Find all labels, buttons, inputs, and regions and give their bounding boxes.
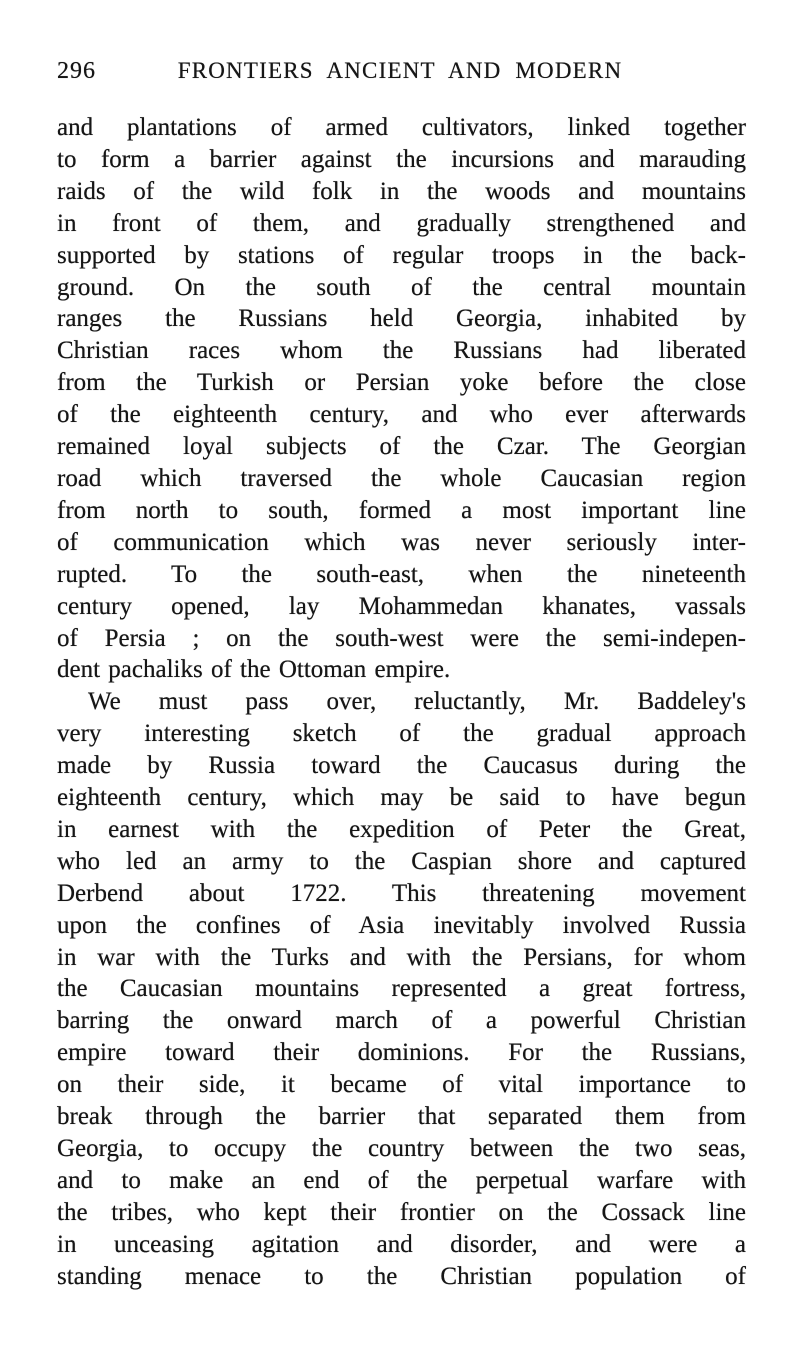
text-line: upon the confines of Asia inevitably involved Russia bbox=[57, 911, 746, 939]
paragraph-1 bbox=[57, 112, 746, 686]
text-line: from the Turkish or Persian yoke before the close bbox=[57, 369, 746, 397]
text-line: standing menace to the Christian population of bbox=[57, 1262, 746, 1290]
text-line: the tribes, who kept their frontier on the Cossack line bbox=[57, 1198, 746, 1226]
text-line: the Caucasian mountains represented a great fortress, bbox=[57, 975, 746, 1003]
text-line: from north to south, formed a most important line bbox=[57, 496, 746, 524]
text-line: barring the onward march of a powerful Christian bbox=[57, 1007, 746, 1035]
text-line: break through the barrier that separated them from bbox=[57, 1103, 746, 1131]
text-line: and plantations of armed cultivators, linked together bbox=[57, 114, 746, 141]
text-line: in unceasing agitation and disorder, and were a bbox=[57, 1230, 746, 1258]
text-line: road which traversed the whole Caucasian region bbox=[57, 464, 746, 492]
paragraph-2 bbox=[57, 686, 746, 1292]
text-line: in war with the Turks and with the Persians, for whom bbox=[57, 943, 746, 971]
text-line: in earnest with the expedition of Peter the Great, bbox=[57, 815, 746, 843]
running-title: FRONTIERS ANCIENT AND MODERN bbox=[177, 58, 623, 83]
text-line: supported by stations of regular troops in the back- bbox=[57, 241, 746, 269]
text-line: who led an army to the Caspian shore and captured bbox=[57, 847, 746, 875]
text-line: ground. On the south of the central mountain bbox=[57, 273, 746, 301]
text-line: remained loyal subjects of the Czar. The Georgian bbox=[57, 433, 746, 461]
text-line: of communication which was never seriously inter- bbox=[57, 528, 746, 556]
text-line: Georgia, to occupy the country between the two seas, bbox=[57, 1135, 746, 1162]
text-line: to form a barrier against the incursions and marauding bbox=[57, 145, 746, 173]
text-line: Christian races whom the Russians had liberated bbox=[57, 337, 746, 365]
text-line: raids of the wild folk in the woods and mountains bbox=[57, 177, 746, 205]
text-line: We must pass over, reluctantly, Mr. Baddeley's bbox=[88, 688, 746, 716]
text-line: very interesting sketch of the gradual approach bbox=[57, 720, 746, 748]
text-line: and to make an end of the perpetual warfare with bbox=[57, 1166, 746, 1194]
text-line: century opened, lay Mohammedan khanates, vassals bbox=[57, 592, 746, 620]
text-line: on their side, it became of vital importance to bbox=[57, 1071, 746, 1099]
text-line: Derbend about 1722. This threatening movement bbox=[57, 879, 746, 907]
page-number: 296 bbox=[57, 58, 96, 84]
page-body bbox=[57, 112, 746, 1293]
text-line: of Persia ; on the south-west were the semi-indepen- bbox=[57, 624, 746, 652]
text-line: rupted. To the south-east, when the nineteenth bbox=[57, 560, 746, 588]
text-line: eighteenth century, which may be said to have begun bbox=[57, 784, 746, 812]
text-line: in front of them, and gradually strengthened and bbox=[57, 209, 746, 237]
text-line: empire toward their dominions. For the Russians, bbox=[57, 1039, 746, 1067]
text-line: of the eighteenth century, and who ever afterwards bbox=[57, 401, 746, 429]
text-line: made by Russia toward the Caucasus during the bbox=[57, 752, 746, 780]
text-line: ranges the Russians held Georgia, inhabited by bbox=[57, 305, 746, 333]
page-header bbox=[0, 58, 800, 88]
text-line: dent pachaliks of the Ottoman empire. bbox=[57, 656, 451, 684]
